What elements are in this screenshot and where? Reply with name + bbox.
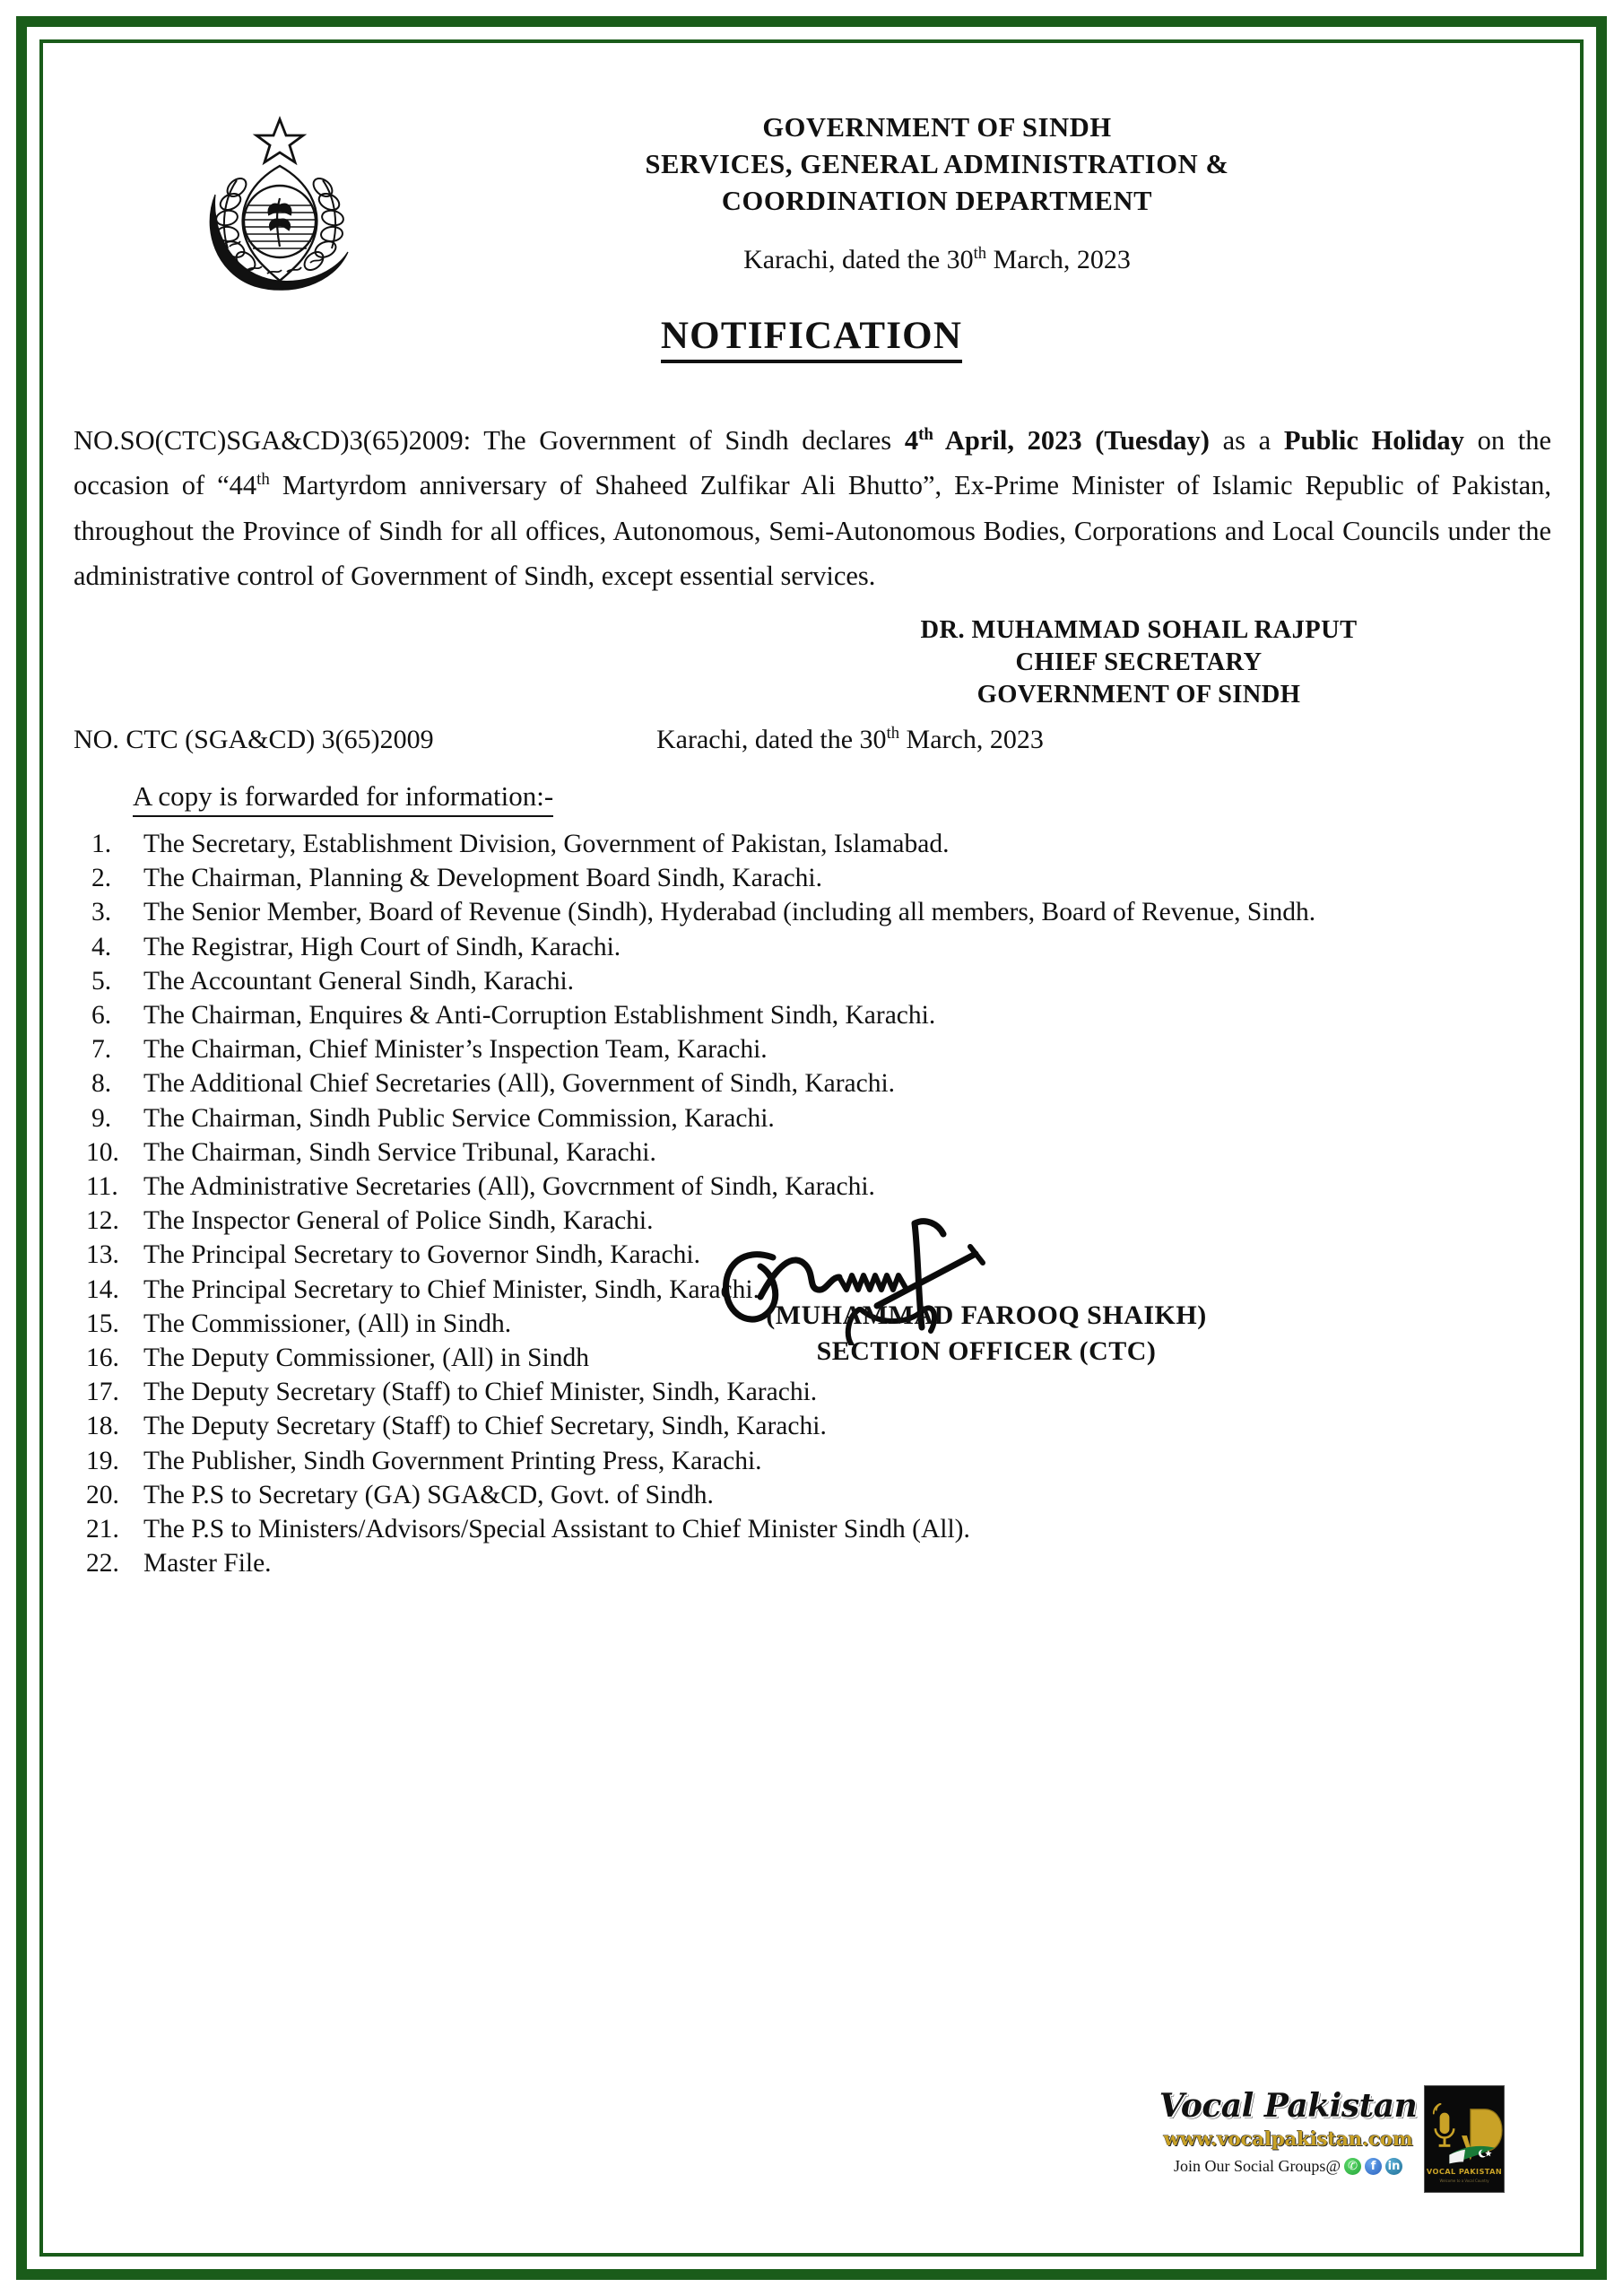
watermark-url[interactable]: www.vocalpakistan.com	[1163, 2128, 1413, 2151]
chief-secretary-name: DR. MUHAMMAD SOHAIL RAJPUT	[920, 616, 1358, 644]
vocal-pakistan-logo-icon	[1424, 2085, 1505, 2193]
list-item-text: The Deputy Commissioner, (All) in Sindh	[143, 1344, 590, 1373]
body-holiday-date-ordinal: th	[918, 424, 933, 444]
document-page	[54, 54, 1569, 2242]
list-item-text: The Chairman, Enquires & Anti-Corruption Establishment Sindh, Karachi.	[143, 1001, 936, 1031]
header-dateline	[430, 242, 1444, 278]
list-item-number: 13.	[86, 1240, 119, 1270]
list-item-number: 11.	[86, 1172, 118, 1202]
list-item-number: 16.	[86, 1344, 119, 1373]
list-item	[74, 1478, 1551, 1512]
list-item	[74, 1135, 1551, 1170]
list-item	[74, 1512, 1551, 1546]
list-item-number: 3.	[91, 898, 112, 927]
list-item-text: The Principal Secretary to Chief Minister, Sindh, Karachi.	[143, 1274, 759, 1304]
list-item-text: The Inspector General of Police Sindh, Karachi.	[143, 1206, 654, 1236]
org-line-1: GOVERNMENT OF SINDH	[762, 112, 1112, 143]
reference-number: NO. CTC (SGA&CD) 3(65)2009	[74, 725, 434, 754]
list-item-number: 22.	[86, 1549, 119, 1578]
list-item-number: 21.	[86, 1515, 119, 1544]
list-item	[74, 1444, 1551, 1478]
body-holiday-date-num: 4	[904, 424, 919, 456]
notification-body	[74, 418, 1551, 599]
list-item	[74, 827, 1551, 861]
list-item-text: The Senior Member, Board of Revenue (Sindh), Hyderabad (including all members, Board of Revenue, Sindh.	[143, 898, 1316, 927]
reference-dateline	[656, 722, 1044, 758]
section-officer-title: SECTION OFFICER (CTC)	[816, 1336, 1157, 1366]
list-item-number: 8.	[91, 1069, 112, 1099]
list-item-number: 15.	[86, 1309, 119, 1338]
watermark-social-label: Join Our Social Groups@	[1173, 2157, 1341, 2175]
body-reference-number: NO.SO(CTC)SGA&CD)3(65)2009:	[74, 424, 472, 456]
list-item-text: The Additional Chief Secretaries (All), Government of Sindh, Karachi.	[143, 1069, 896, 1099]
reference-dateline-ordinal: th	[886, 724, 900, 743]
body-text-1: The Government of Sindh declares	[471, 424, 905, 456]
list-item-text: The Publisher, Sindh Government Printing Press, Karachi.	[143, 1446, 762, 1475]
list-item-text: The Chairman, Chief Minister’s Inspection Team, Karachi.	[143, 1035, 768, 1065]
list-item	[74, 1170, 1551, 1204]
body-text-2: as a	[1209, 424, 1284, 456]
list-item-text: The Chairman, Sindh Service Tribunal, Karachi.	[143, 1137, 656, 1167]
list-item-text: The Commissioner, (All) in Sindh.	[143, 1309, 512, 1338]
list-item-text: The Deputy Secretary (Staff) to Chief Minister, Sindh, Karachi.	[143, 1378, 818, 1407]
sindh-government-emblem-icon	[197, 112, 363, 291]
distribution-list	[74, 827, 1551, 1580]
svg-text:VOCAL PAKISTAN: VOCAL PAKISTAN	[1426, 2167, 1503, 2177]
list-item-number: 2.	[91, 864, 112, 893]
linkedin-icon[interactable]: in	[1385, 2158, 1402, 2175]
list-item-text: The Principal Secretary to Governor Sindh, Karachi.	[143, 1240, 700, 1270]
list-item-text: The Administrative Secretaries (All), Govcrnment of Sindh, Karachi.	[143, 1172, 875, 1202]
organization-heading	[430, 109, 1444, 220]
list-item-text: The Registrar, High Court of Sindh, Karachi.	[143, 932, 621, 961]
notification-title	[54, 314, 1569, 358]
list-item	[74, 1066, 1551, 1100]
watermark-brand: Vocal Pakistan	[1159, 2087, 1418, 2125]
list-item	[74, 998, 1551, 1032]
vocal-pakistan-watermark	[1155, 2085, 1505, 2193]
list-item-number: 12.	[86, 1206, 119, 1236]
list-item-number: 19.	[86, 1446, 119, 1475]
list-item-text: The Deputy Secretary (Staff) to Chief Secretary, Sindh, Karachi.	[143, 1412, 827, 1441]
list-item-number: 17.	[86, 1378, 119, 1407]
list-item	[74, 1101, 1551, 1135]
reference-dateline-prefix: Karachi, dated the 30	[656, 725, 887, 754]
section-officer-block	[610, 1229, 1560, 1408]
facebook-icon[interactable]: f	[1365, 2158, 1382, 2175]
org-line-3: COORDINATION DEPARTMENT	[721, 186, 1153, 216]
header-dateline-suffix: March, 2023	[986, 245, 1131, 274]
list-item-text: The Chairman, Planning & Development Board Sindh, Karachi.	[143, 864, 823, 893]
list-item-number: 10.	[86, 1137, 119, 1167]
list-item-text: The P.S to Secretary (GA) SGA&CD, Govt. of Sindh.	[143, 1480, 714, 1509]
body-public-holiday: Public Holiday	[1283, 424, 1464, 456]
list-item-text: Master File.	[143, 1549, 272, 1578]
distribution-heading: A copy is forwarded for information:-	[133, 778, 553, 817]
reference-dateline-suffix: March, 2023	[899, 725, 1044, 754]
header-dateline-prefix: Karachi, dated the 30	[743, 245, 974, 274]
list-item	[74, 930, 1551, 964]
list-item-number: 18.	[86, 1412, 119, 1441]
list-item-number: 14.	[86, 1274, 119, 1304]
whatsapp-icon[interactable]: ✆	[1344, 2158, 1361, 2175]
watermark-social-row	[1157, 2157, 1419, 2176]
body-anniversary-ordinal: th	[256, 469, 270, 489]
list-item	[74, 964, 1551, 998]
document-header	[54, 81, 1569, 305]
list-item-text: The Secretary, Establishment Division, Government of Pakistan, Islamabad.	[143, 830, 950, 858]
list-item	[74, 1032, 1551, 1066]
chief-secretary-government: GOVERNMENT OF SINDH	[976, 681, 1301, 709]
list-item	[74, 1409, 1551, 1443]
body-holiday-date-rest: April, 2023 (Tuesday)	[933, 424, 1210, 456]
list-item-number: 20.	[86, 1480, 119, 1509]
body-text-3: on the occasion of “44	[74, 424, 1551, 500]
body-text-4: Martyrdom anniversary of Shaheed Zulfikar Ali Bhutto”, Ex-Prime Minister of Islamic Republic of Pakistan, throughout the Province of Sindh for all offices, Autonomous, Semi-Autonomous Bodies, Corporations and Local Councils under the administrative control of Government of Sindh, except essential services.	[74, 470, 1551, 591]
list-item-number: 6.	[91, 1001, 112, 1031]
list-item	[74, 895, 1551, 929]
list-item-text: The P.S to Ministers/Advisors/Special Assistant to Chief Minister Sindh (All).	[143, 1515, 970, 1544]
chief-secretary-title: CHIEF SECRETARY	[1015, 648, 1263, 676]
list-item-text: The Accountant General Sindh, Karachi.	[143, 966, 575, 996]
header-dateline-ordinal: th	[973, 244, 987, 263]
list-item-number: 5.	[91, 966, 112, 996]
chief-secretary-block	[735, 614, 1542, 711]
section-officer-name: (MUHAMMAD FAROOQ SHAIKH)	[766, 1300, 1207, 1330]
list-item-text: The Chairman, Sindh Public Service Commission, Karachi.	[143, 1103, 775, 1133]
list-item-number: 1.	[91, 830, 112, 858]
list-item-number: 4.	[91, 932, 112, 961]
watermark-text-panel	[1155, 2085, 1419, 2193]
list-item	[74, 861, 1551, 895]
svg-text:Welcome to a Vocal Country: Welcome to a Vocal Country	[1439, 2178, 1489, 2183]
list-item-number: 7.	[91, 1035, 112, 1065]
list-item-number: 9.	[91, 1103, 112, 1133]
org-line-2: SERVICES, GENERAL ADMINISTRATION &	[645, 149, 1229, 179]
notification-title-text: NOTIFICATION	[661, 315, 962, 363]
list-item	[74, 1546, 1551, 1580]
